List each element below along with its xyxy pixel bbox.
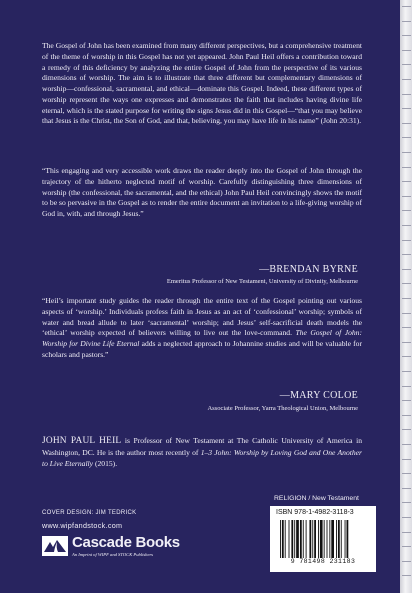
page-edge-line [402, 459, 411, 460]
page-edge-line [402, 386, 411, 387]
page-edge-line [402, 327, 411, 328]
page-edge-line [402, 225, 411, 226]
isbn-barcode-box [270, 506, 376, 572]
page-edge-line [402, 488, 411, 489]
page-edge-line [402, 517, 411, 518]
quote-text: adds a neglected approach to Johannine studies and will be valuable for scholars and pastors.” [42, 339, 362, 359]
website-url[interactable]: www.wipfandstock.com [42, 521, 123, 530]
page-edge-line [402, 240, 411, 241]
page-edge-line [402, 415, 411, 416]
category-label: RELIGION / New Testament [274, 495, 359, 502]
endorsement-quote-byrne: “This engaging and very accessible work draws the reader deeply into the Gospel of John through the trajectory of the hitherto neglected motif of worship. Carefully distinguishing three dimensions of worship (the confessional, the sacramental, and the ethical) John Paul Heil convincingly shows the motif to be so pervasive in the Gospel as to render the entire document an invitation to a life-giving worship of God in, with, and through Jesus.” [42, 166, 362, 219]
quote-text: “Heil’s important study guides the reader through the entire text of the Gospel pointing out various aspects of ‘worship.’ Individuals profess faith in Jesus as an act of ‘confessional’ worship; symbols of water and bread allude to later ‘sacramental’ worship; and Jesus’ self-sacrificial death models the ‘ethical’ worship expected of believers willing to live out the love-command. [42, 296, 362, 338]
page-edge-line [402, 210, 411, 211]
page-edge-line [402, 313, 411, 314]
page-edge-line [402, 123, 411, 124]
page-edge-line [402, 575, 411, 576]
page-edge-line [402, 502, 411, 503]
publisher-tagline: An Imprint of WIPF and STOCK Publishers [72, 552, 154, 557]
page-edge-line [402, 196, 411, 197]
page-edge-line [402, 342, 411, 343]
author-bio-text: (2015). [93, 459, 118, 469]
page-edge-line [402, 79, 411, 80]
page-edge-line [402, 444, 411, 445]
page-edge-line [402, 6, 411, 7]
page-edge-line [402, 371, 411, 372]
publisher-logo [42, 534, 180, 564]
page-edge-line [402, 356, 411, 357]
synopsis-paragraph: The Gospel of John has been examined from many different perspectives, but a comprehensive treatment of the theme of worship in this Gospel has not yet appeared. John Paul Heil offers a contribution toward a remedy of this deficiency by analyzing the entire Gospel of John from the perspective of its various dimensions of worship. The aim is to illustrate that three different but complementary dimensions of worship—confessional, sacramental, and ethical—dominate this Gospel. Indeed, these different types of worship represent the ways one expresses and demonstrates the faith that includes having divine life eternal, which is the stated purpose for writing the signs Jesus did in this Gospel—“that you may believe that Jesus is the Christ, the Son of God, and that, believing, you may have life in his name” (John 20:31). [42, 41, 362, 126]
page-edge-line [402, 50, 411, 51]
page-edge-line [402, 64, 411, 65]
cascade-waterfall-icon [42, 536, 68, 556]
author-bio [42, 435, 362, 470]
author-name: JOHN PAUL HEIL [42, 436, 122, 446]
page-edge-line [402, 94, 411, 95]
page-edge-line [402, 269, 411, 270]
endorser-title-coloe: Associate Professor, Yarra Theological Union, Melbourne [207, 405, 358, 412]
page-edge-line [402, 181, 411, 182]
book-title: The Gospel of John: Worship for Divine Life Eternal [42, 328, 362, 349]
endorsement-quote-coloe [42, 296, 362, 361]
page-edge-line [402, 152, 411, 153]
barcode-icon [278, 520, 370, 558]
page-edge-line [402, 473, 411, 474]
page-edge-line [402, 429, 411, 430]
author-bio-text: is Professor of New Testament at The Catholic University of America in Washington, DC. He is the author most recently of [42, 436, 362, 458]
page-edge-line [402, 532, 411, 533]
page-edge-line [402, 546, 411, 547]
page-edge-line [402, 108, 411, 109]
isbn-label: ISBN 978-1-4982-3118-3 [276, 509, 354, 516]
page-edge-line [402, 167, 411, 168]
page-edge [400, 0, 412, 593]
endorser-title-byrne: Emeritus Professor of New Testament, University of Divinity, Melbourne [166, 278, 358, 285]
page-edge-line [402, 283, 411, 284]
cover-design-credit: COVER DESIGN: JIM TEDRICK [42, 510, 137, 516]
endorser-name-byrne: —BRENDAN BYRNE [259, 264, 358, 275]
page-edge-line [402, 254, 411, 255]
page-edge-line [402, 35, 411, 36]
page-edge-line [402, 298, 411, 299]
isbn-digits: 9 781498 231183 [290, 558, 356, 565]
publisher-name: Cascade Books [72, 534, 180, 551]
page-edge-line [402, 400, 411, 401]
endorser-name-coloe: —MARY COLOE [279, 390, 358, 401]
page-edge-line [402, 21, 411, 22]
page-edge-line [402, 137, 411, 138]
page-edge-line [402, 561, 411, 562]
author-recent-book: 1–3 John: Worship by Loving God and One Another to Live Eternally [42, 448, 362, 469]
